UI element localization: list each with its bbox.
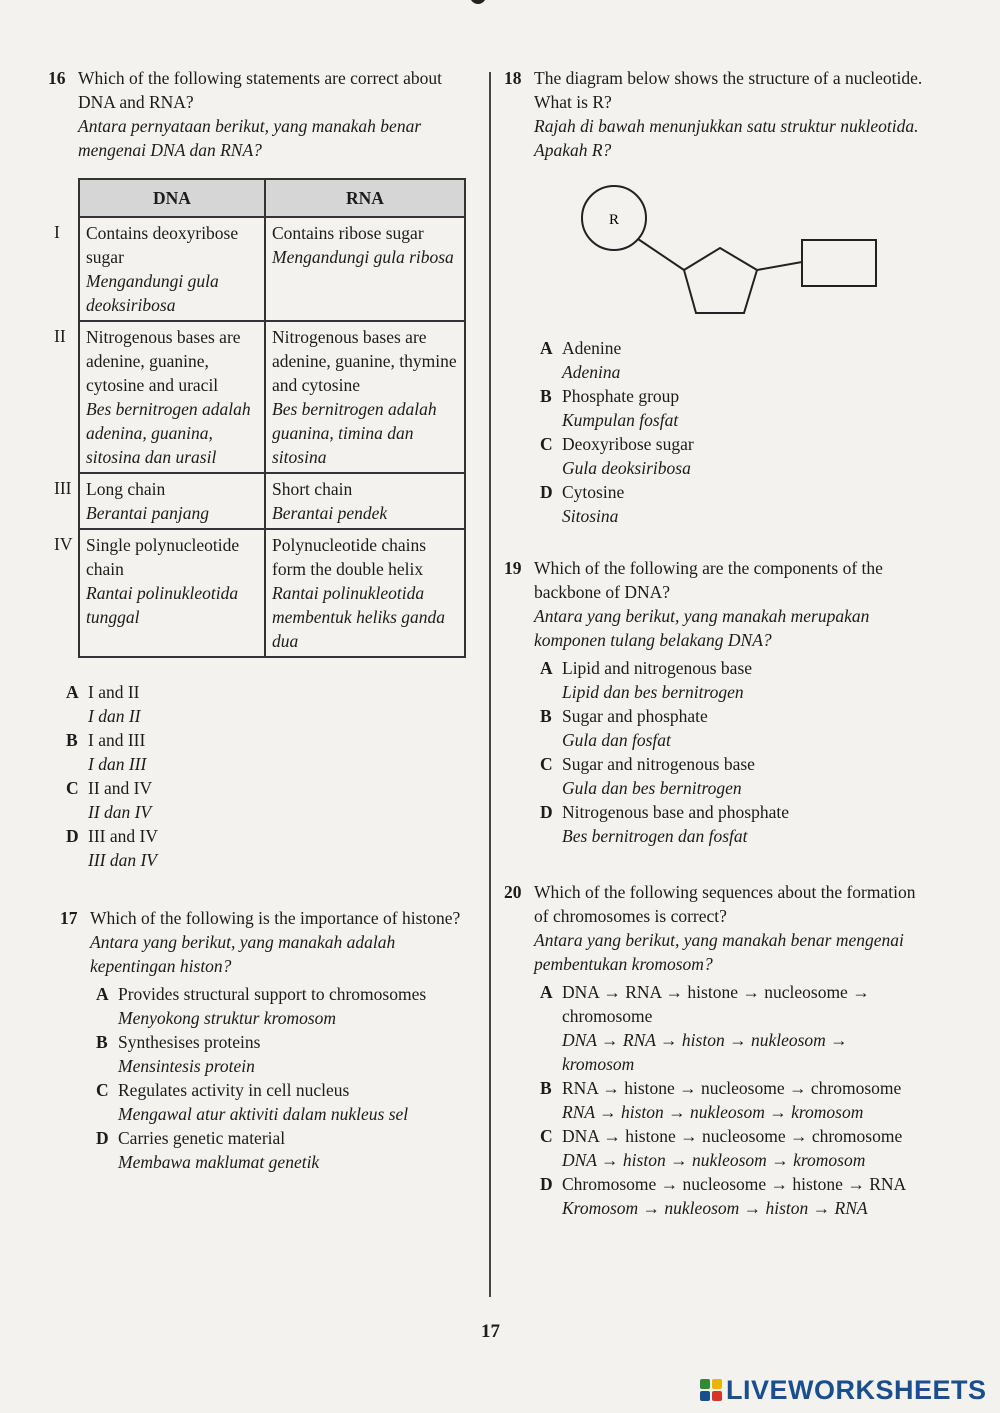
dna-cell: Contains deoxyribose sugar Mengandungi gula deoksiribosa <box>79 217 265 321</box>
option-b[interactable]: B Phosphate group Kumpulan fosfat <box>540 386 680 430</box>
rna-cell: Nitrogenous bases are adenine, guanine, thymine and cytosine Bes bernitrogen adalah guanina, timina dan sitosina <box>265 321 465 473</box>
question-number: 19 <box>504 558 522 578</box>
bond-line-right <box>757 262 802 270</box>
table-row <box>54 217 465 321</box>
sugar-pentagon <box>684 248 757 313</box>
row-number: III <box>54 478 72 498</box>
question-text-my: Antara yang berikut, yang manakah benar mengenai pembentukan kromosom? <box>534 930 904 974</box>
dna-cell: Nitrogenous bases are adenine, guanine, cytosine and uracil Bes bernitrogen adalah adenina, guanina, sitosina dan urasil <box>79 321 265 473</box>
option-d[interactable]: D Carries genetic material Membawa maklumat genetik <box>96 1128 320 1172</box>
question-number: 16 <box>48 68 66 88</box>
question-18-options <box>534 336 924 528</box>
nucleotide-structure-svg <box>574 180 894 320</box>
question-20-options <box>534 980 924 1220</box>
question-number: 18 <box>504 68 522 88</box>
question-17 <box>60 906 468 1174</box>
question-18 <box>504 66 924 528</box>
rna-cell: Polynucleotide chains form the double helix Rantai polinukleotida membentuk heliks ganda dua <box>265 529 465 657</box>
option-c[interactable]: C Deoxyribose sugar Gula deoksiribosa <box>540 434 694 478</box>
left-column <box>48 66 468 1174</box>
row-number: IV <box>54 534 73 554</box>
option-a[interactable]: A Provides structural support to chromosomes Menyokong struktur kromosom <box>96 984 427 1028</box>
dna-cell: Long chain Berantai panjang <box>79 473 265 529</box>
option-b[interactable]: B RNA → histone → nucleosome → chromosome RNA → histon → nukleosom → kromosom <box>540 1078 902 1122</box>
top-edge-mark <box>470 0 486 4</box>
option-a[interactable]: A I and II I dan II <box>66 682 141 726</box>
base-rectangle <box>802 240 876 286</box>
dna-rna-comparison-table <box>54 178 466 658</box>
question-16 <box>48 66 468 162</box>
liveworksheets-logo <box>700 1375 987 1405</box>
question-19 <box>504 556 924 848</box>
question-text-en: The diagram below shows the structure of a nucleotide. What is R? <box>534 68 923 112</box>
bond-line-left <box>638 239 684 270</box>
option-a[interactable]: A Lipid and nitrogenous base Lipid dan bes bernitrogen <box>540 658 753 702</box>
table-header-row <box>54 179 465 217</box>
question-text-my: Antara pernyataan berikut, yang manakah benar mengenai DNA dan RNA? <box>78 116 422 160</box>
question-text-en: Which of the following is the importance of histone? <box>90 908 461 928</box>
brand-name: LIVEWORKSHEETS <box>726 1375 987 1405</box>
question-20 <box>504 880 924 1220</box>
option-d[interactable]: D Nitrogenous base and phosphate Bes bernitrogen dan fosfat <box>540 802 789 846</box>
question-16-options <box>60 680 468 872</box>
option-d[interactable]: D III and IV III dan IV <box>66 826 158 870</box>
option-c[interactable]: C II and IV II dan IV <box>66 778 153 822</box>
option-a[interactable]: A Adenine Adenina <box>540 338 622 382</box>
right-column <box>504 66 924 1220</box>
question-text-my: Antara yang berikut, yang manakah merupakan komponen tulang belakang DNA? <box>534 606 870 650</box>
option-b[interactable]: B Synthesises proteins Mensintesis protein <box>96 1032 261 1076</box>
nucleotide-diagram <box>574 180 924 326</box>
option-c[interactable]: C Regulates activity in cell nucleus Mengawal atur aktiviti dalam nukleus sel <box>96 1080 409 1124</box>
table-header-rna: RNA <box>265 179 465 217</box>
row-number: II <box>54 326 66 346</box>
question-text-en: Which of the following sequences about the formation of chromosomes is correct? <box>534 882 916 926</box>
table-row <box>54 321 465 473</box>
rna-cell: Short chain Berantai pendek <box>265 473 465 529</box>
question-19-options <box>534 656 924 848</box>
r-label: R <box>608 212 620 228</box>
option-a[interactable]: A DNA → RNA → histone → nucleosome → chromosome DNA → RNA → histon → nukleosom → kromosom <box>540 982 870 1074</box>
row-number: I <box>54 222 60 242</box>
question-text-en: Which of the following are the components of the backbone of DNA? <box>534 558 883 602</box>
liveworksheets-grid-icon <box>700 1379 722 1401</box>
question-number: 17 <box>60 908 78 928</box>
option-c[interactable]: C Sugar and nitrogenous base Gula dan bes bernitrogen <box>540 754 755 798</box>
option-b[interactable]: B Sugar and phosphate Gula dan fosfat <box>540 706 708 750</box>
option-d[interactable]: D Cytosine Sitosina <box>540 482 625 526</box>
question-number: 20 <box>504 882 522 902</box>
question-17-options <box>90 982 468 1174</box>
question-text-en: Which of the following statements are correct about DNA and RNA? <box>78 68 442 112</box>
table-row <box>54 473 465 529</box>
table-row <box>54 529 465 657</box>
column-divider <box>489 72 491 1297</box>
option-c[interactable]: C DNA → histone → nucleosome → chromosome DNA → histon → nukleosom → kromosom <box>540 1126 903 1170</box>
table-header-dna: DNA <box>79 179 265 217</box>
dna-cell: Single polynucleotide chain Rantai polinukleotida tunggal <box>79 529 265 657</box>
option-d[interactable]: D Chromosome → nucleosome → histone → RNA Kromosom → nukleosom → histon → RNA <box>540 1174 907 1218</box>
option-b[interactable]: B I and III I dan III <box>66 730 147 774</box>
rna-cell: Contains ribose sugar Mengandungi gula ribosa <box>265 217 465 321</box>
question-text-my: Rajah di bawah menunjukkan satu struktur nukleotida. Apakah R? <box>534 116 919 160</box>
question-text-my: Antara yang berikut, yang manakah adalah kepentingan histon? <box>90 932 396 976</box>
page-number: 17 <box>481 1321 500 1342</box>
